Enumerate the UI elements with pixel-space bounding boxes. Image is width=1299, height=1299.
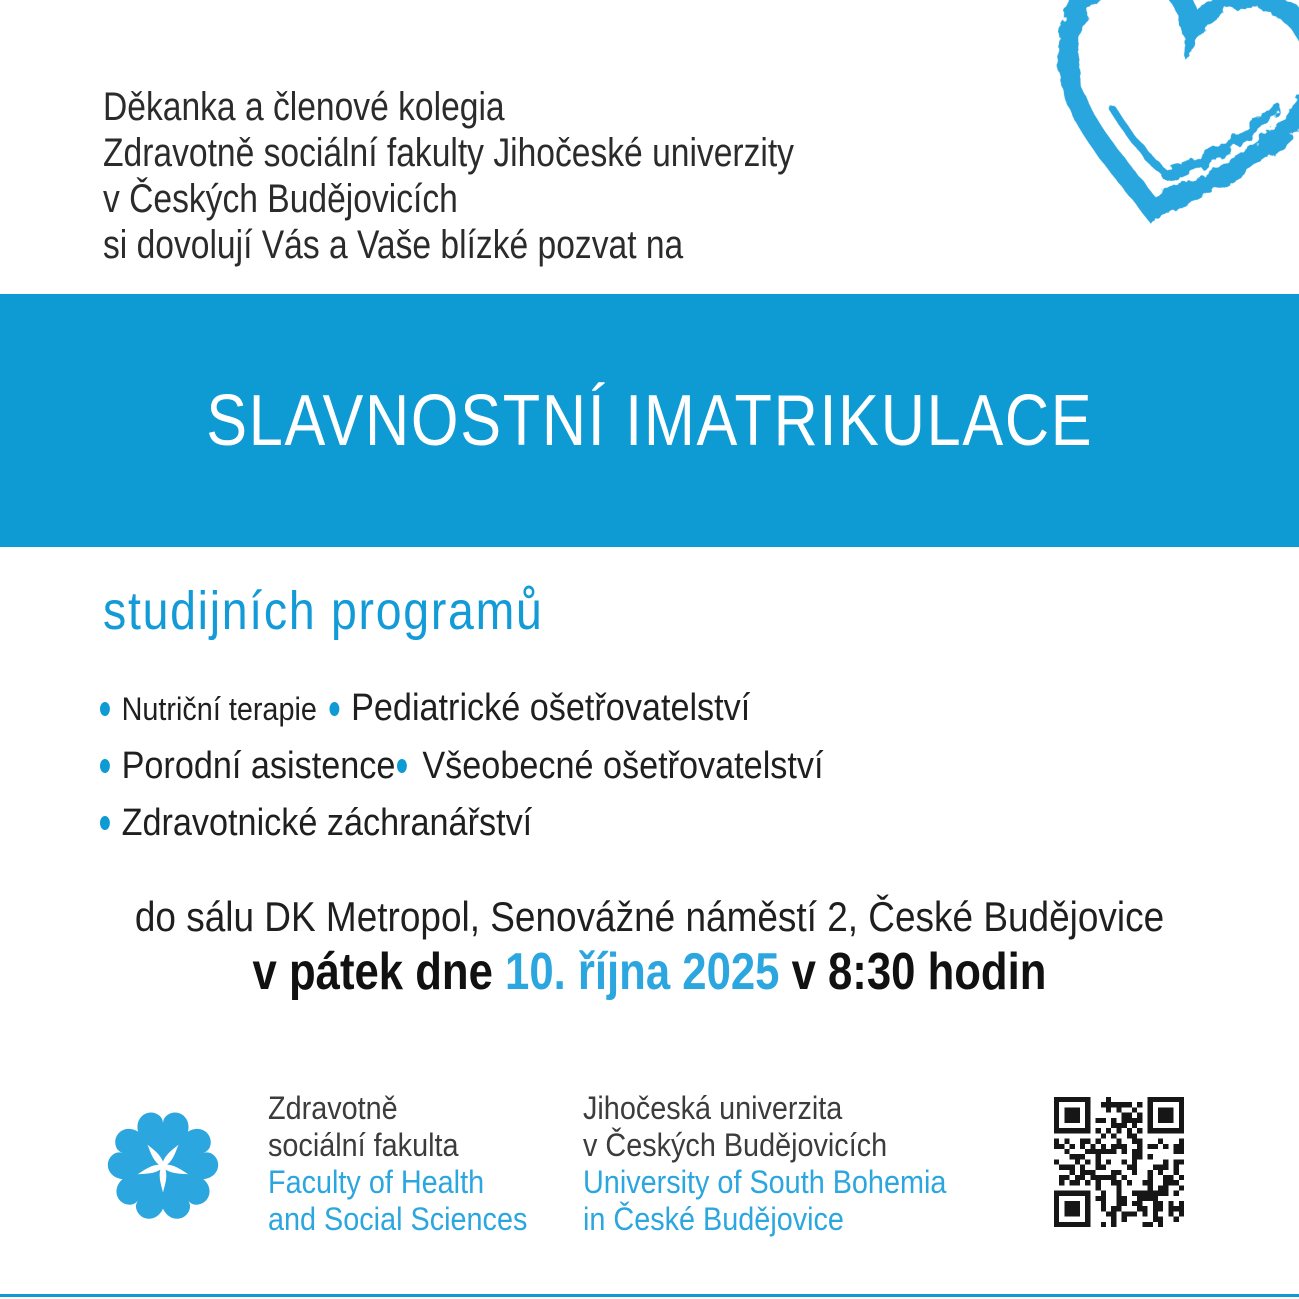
bullet-icon — [397, 759, 407, 773]
program-row — [100, 744, 824, 788]
program-list — [100, 686, 904, 858]
date-prefix: v pátek dne — [252, 943, 506, 1001]
bottom-accent-bar — [0, 1294, 1299, 1297]
subtitle-study-programs: studijních programů — [103, 581, 544, 641]
program-item: Zdravotnické záchranářství — [121, 802, 533, 844]
bullet-icon — [100, 702, 110, 716]
qr-code — [1054, 1097, 1184, 1227]
date-line — [104, 942, 1195, 1002]
university-name-line: Jihočeská univerzita — [583, 1090, 843, 1126]
date-highlight: 10. října 2025 — [505, 943, 780, 1001]
bullet-icon — [329, 702, 339, 716]
header-line: v Českých Budějovicích — [103, 177, 458, 221]
faculty-name-line: Faculty of Health — [268, 1164, 485, 1200]
faculty-clover-logo — [88, 1088, 238, 1238]
program-item: Všeobecné ošetřovatelství — [422, 745, 824, 787]
university-name-block — [583, 1090, 946, 1238]
bullet-icon — [100, 816, 110, 830]
bullet-icon — [100, 759, 110, 773]
header-line: Zdravotně sociální fakulty Jihočeské univerzity — [103, 131, 794, 175]
university-name-line: v Českých Budějovicích — [583, 1127, 888, 1163]
program-item: Nutriční terapie — [121, 691, 317, 727]
program-row — [100, 686, 824, 731]
program-row — [100, 801, 824, 845]
faculty-name-block — [268, 1090, 527, 1238]
faculty-name-line: sociální fakulta — [268, 1127, 459, 1163]
faculty-name-line: Zdravotně — [268, 1090, 398, 1126]
header-line: Děkanka a členové kolegia — [103, 85, 505, 129]
program-item: Porodní asistence — [121, 745, 396, 787]
event-title: SLAVNOSTNÍ IMATRIKULACE — [205, 380, 1094, 461]
sketched-heart-icon — [1042, 0, 1299, 242]
title-banner — [0, 294, 1299, 547]
university-name-line: in České Budějovice — [583, 1201, 844, 1237]
faculty-name-line: and Social Sciences — [268, 1201, 528, 1237]
header-invitation-text — [103, 84, 794, 268]
program-item: Pediatrické ošetřovatelství — [351, 687, 751, 729]
header-line: si dovolují Vás a Vaše blízké pozvat na — [103, 223, 684, 267]
date-suffix: v 8:30 hodin — [779, 943, 1047, 1001]
venue-line: do sálu DK Metropol, Senovážné náměstí 2, České Budějovice — [134, 893, 1165, 940]
university-name-line: University of South Bohemia — [583, 1164, 947, 1200]
